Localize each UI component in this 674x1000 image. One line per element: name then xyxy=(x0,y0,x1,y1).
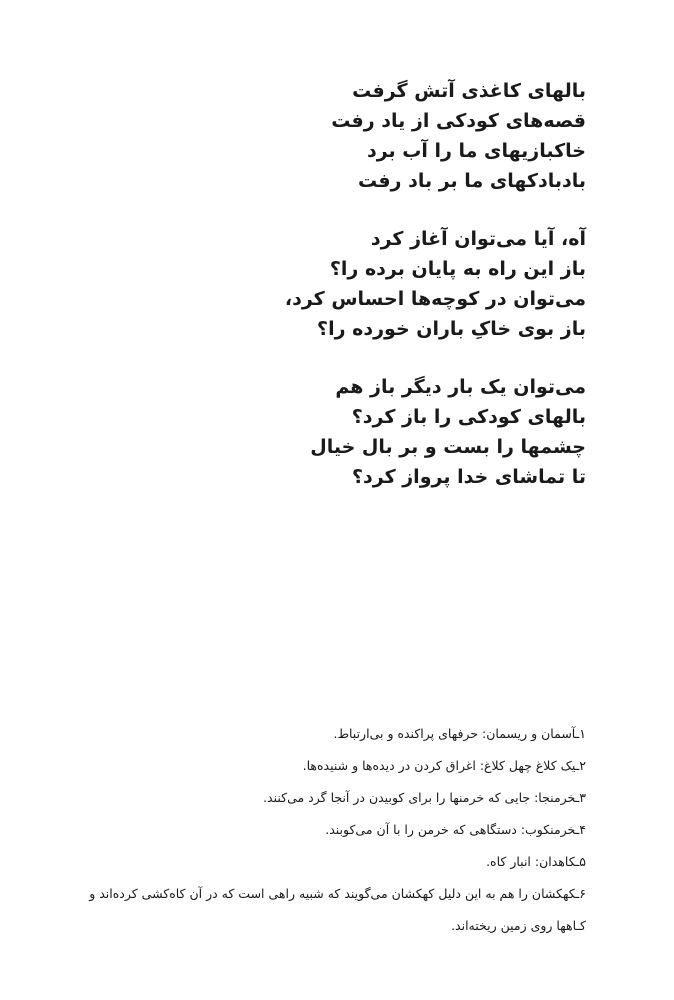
verse-line: باز بوی خاکِ باران خورده را؟ xyxy=(317,318,586,340)
footnote-1 xyxy=(66,718,586,750)
footnote-number: ۳ـ xyxy=(575,790,586,805)
verse-line: باز این راه به پایان برده را؟ xyxy=(329,258,586,280)
footnote-text: کاهدان: انبار کاه. xyxy=(486,854,576,869)
verse-line: قصه‌های کودکی از یاد رفت xyxy=(331,110,586,132)
verse-line: چشمها را بست و بر بال خیال xyxy=(310,436,586,458)
footnote-number: ۴ـ xyxy=(575,822,586,837)
verse-line: بالهای کودکی را باز کرد؟ xyxy=(351,406,586,428)
footnote-text: یک کلاغ چهل کلاغ: اغراق کردن در دیده‌ها و شنیده‌ها. xyxy=(302,758,576,773)
footnote-6 xyxy=(66,878,586,942)
footnote-number: ۲ـ xyxy=(575,758,586,773)
verse-line: می‌توان در کوچه‌ها احساس کرد، xyxy=(284,288,586,310)
footnote-text: خرمنجا: جایی که خرمنها را برای کوبیدن در آنجا گرد می‌کنند. xyxy=(263,790,576,805)
footnote-5 xyxy=(66,846,586,878)
footnote-3 xyxy=(66,782,586,814)
poem xyxy=(106,76,586,520)
verse-line: خاکبازیهای ما را آب برد xyxy=(366,140,586,162)
verse-line: بادبادکهای ما بر باد رفت xyxy=(358,170,586,192)
footnote-number: ۵ـ xyxy=(575,854,586,869)
footnote-text: خرمنکوب: دستگاهی که خرمن را با آن می‌کوبند. xyxy=(325,822,576,837)
stanza-3 xyxy=(106,372,586,492)
footnote-text: کهکشان را هم به این دلیل کهکشان می‌گویند که شبیه راهی است که در آن کاه‌کشی کرده‌اند و کـاهها روی زمین ریخته‌اند. xyxy=(89,886,586,933)
verse-line: بالهای کاغذی آتش گرفت xyxy=(352,80,586,102)
stanza-1 xyxy=(106,76,586,196)
verse-line: تا تماشای خدا پرواز کرد؟ xyxy=(351,466,586,488)
footnote-4 xyxy=(66,814,586,846)
footnotes xyxy=(66,718,586,942)
footnote-number: ۶ـ xyxy=(575,886,586,901)
verse-line: آه، آیا می‌توان آغاز کرد xyxy=(370,228,586,250)
footnote-number: ۱ـ xyxy=(575,726,586,741)
stanza-2 xyxy=(106,224,586,344)
verse-line: می‌توان یک بار دیگر باز هم xyxy=(335,376,586,398)
footnote-text: آسمان و ریسمان: حرفهای پراکنده و بی‌ارتباط. xyxy=(333,726,576,741)
footnote-2 xyxy=(66,750,586,782)
